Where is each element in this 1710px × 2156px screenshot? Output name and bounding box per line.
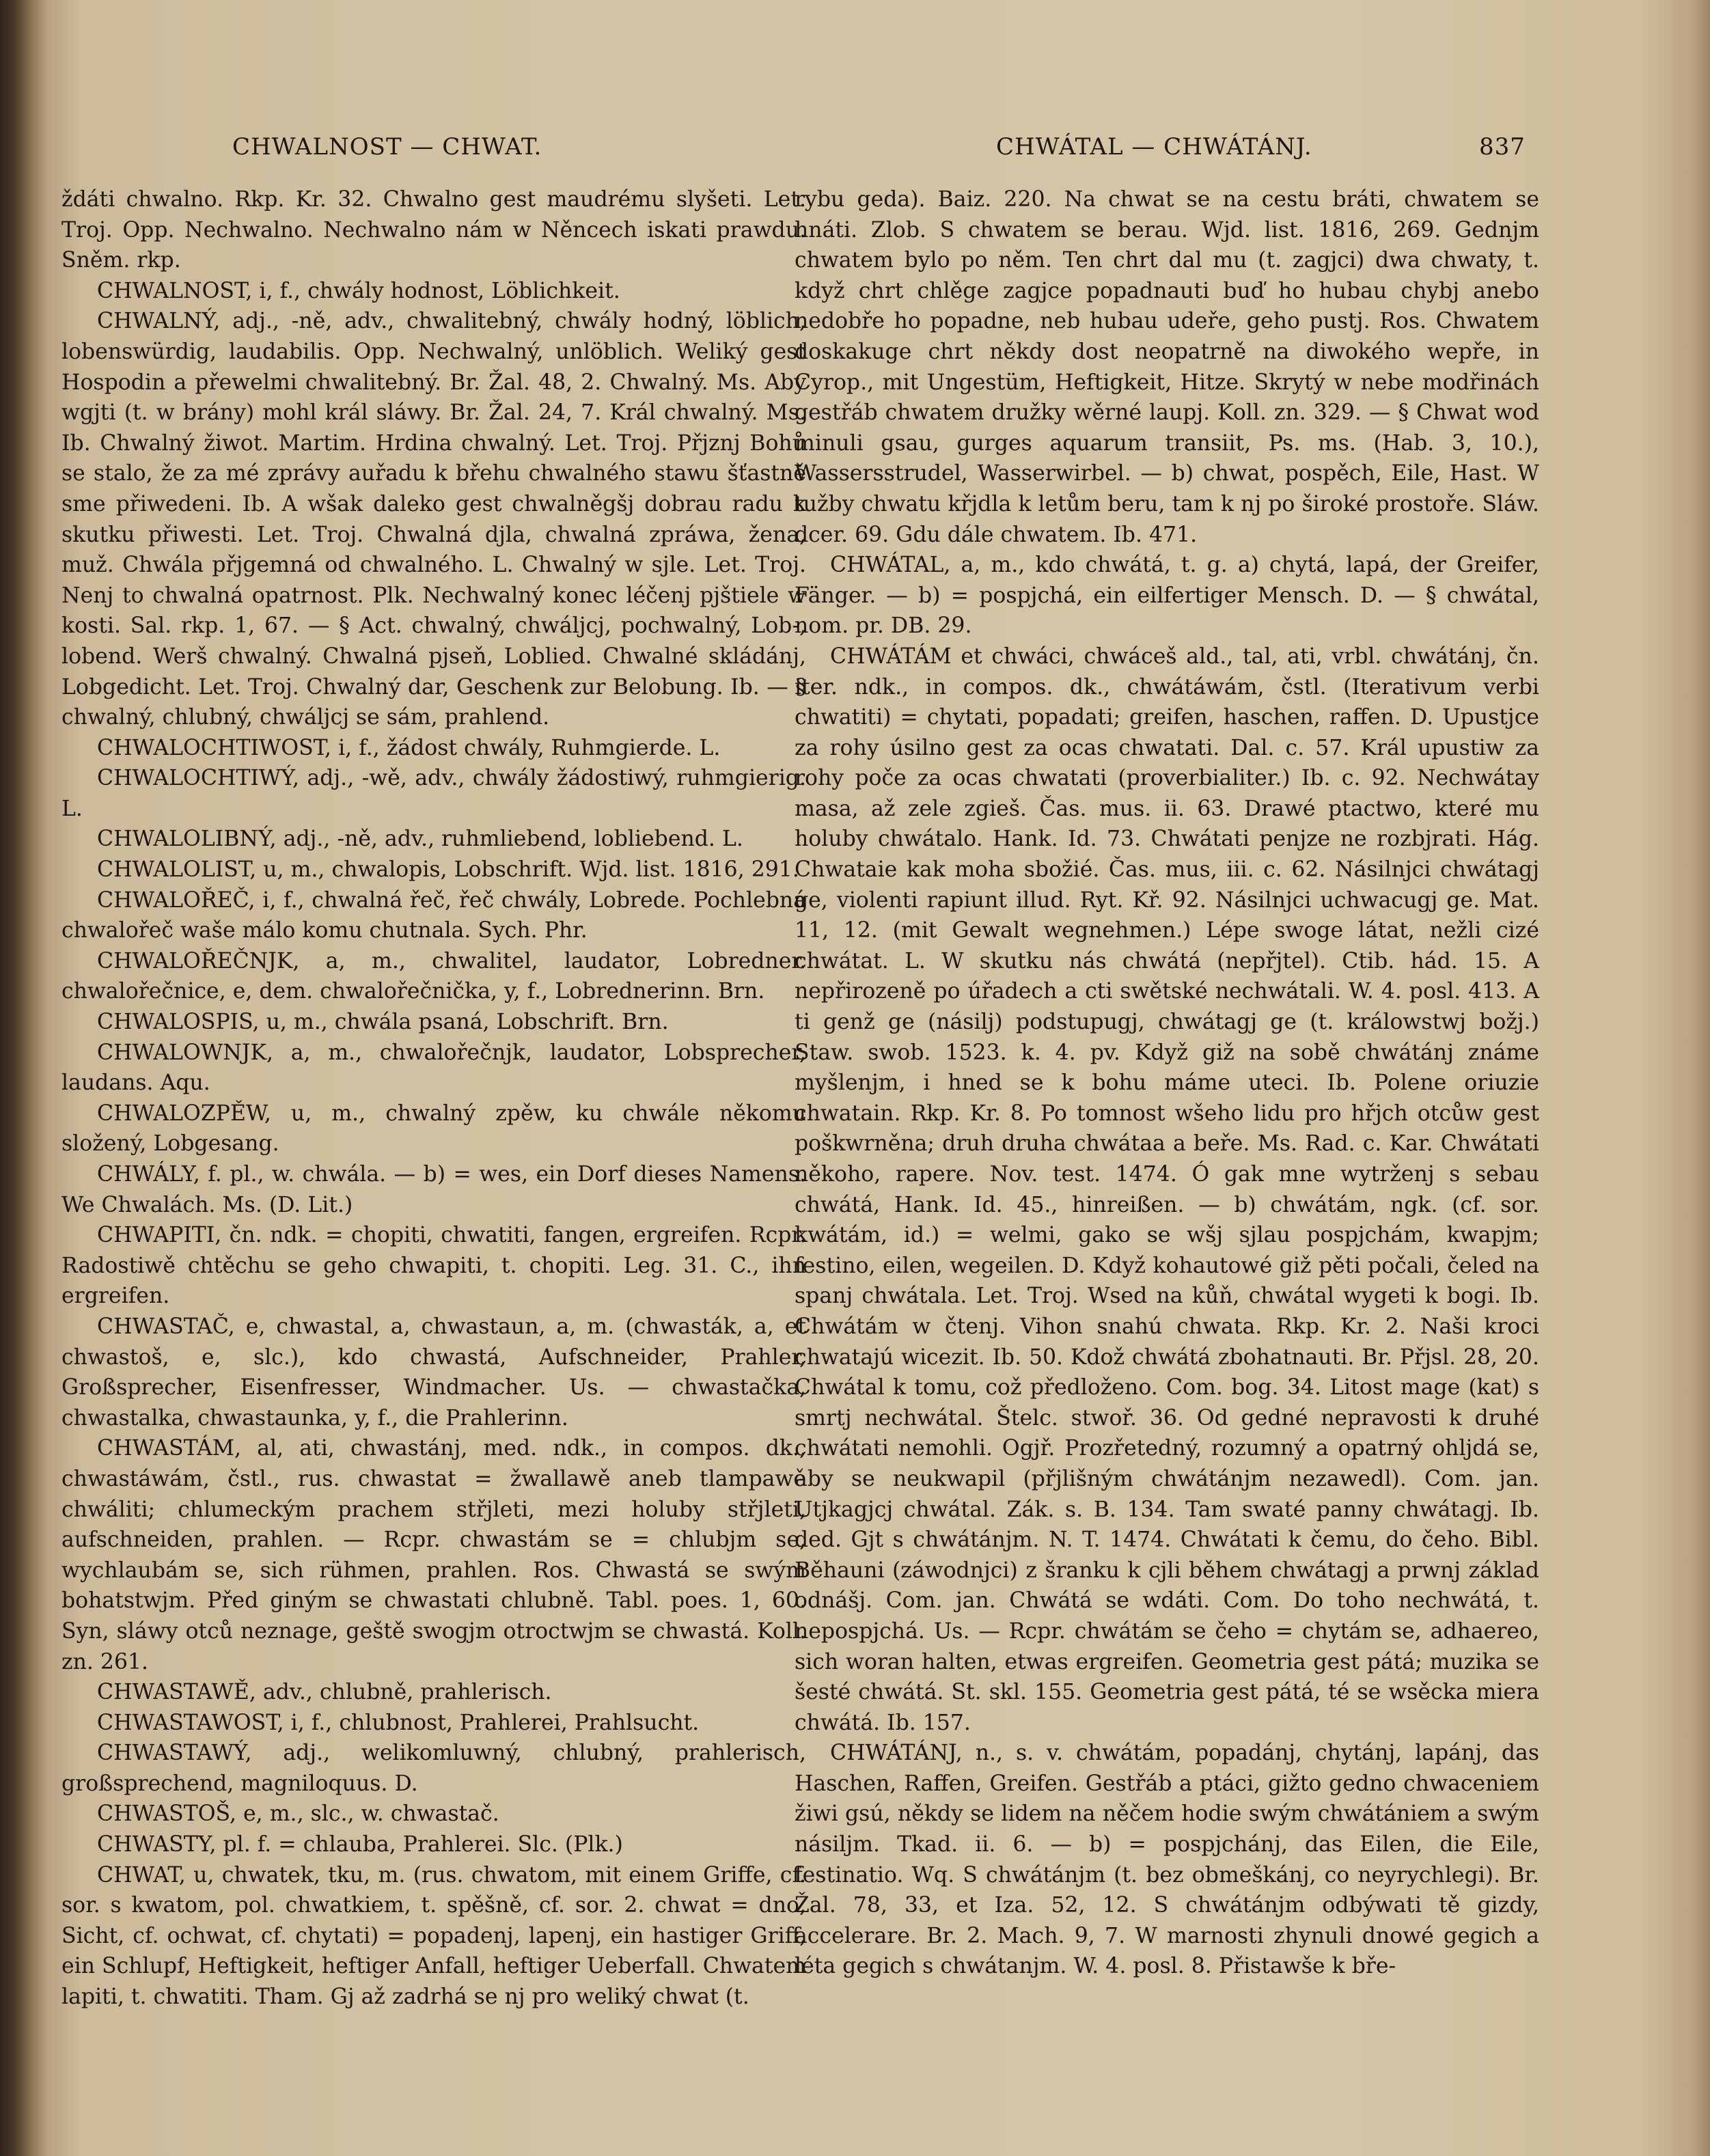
dictionary-entry: CHWALOSPIS, u, m., chwála psaná, Lobschrift. Brn. [97, 1010, 669, 1035]
dictionary-entry: CHWASTAWĚ, adv., chlubně, prahlerisch. [97, 1680, 552, 1705]
dictionary-entry: CHWÁTAL, a, m., kdo chwátá, t. g. a) chytá, lapá, der Greifer, Fänger. — b) = pospjchá, ein eilfertiger Mensch. D. — § chwátal, nom. pr. DB. 29. [795, 553, 1539, 639]
dictionary-entry: CHWASTAWOST, i, f., chlubnost, Prahlerei, Prahlsucht. [97, 1710, 700, 1735]
dictionary-entry: CHWAPITI, čn. ndk. = chopiti, chwatiti, fangen, ergreifen. Rcpr. Radostiwě chtěchu se geho chwapiti, t. chopiti. Leg. 31. C., ihn ergreifen. [61, 1223, 806, 1309]
right-column [795, 184, 1539, 1982]
page-number: 837 [1479, 133, 1526, 161]
dictionary-entry: CHWALOCHTIWÝ, adj., -wě, adv., chwály žádostiwý, ruhmgierig. L. [61, 766, 806, 821]
dictionary-entry: CHWASTAWÝ, adj., welikomluwný, chlubný, prahlerisch, großsprechend, magniloquus. D. [61, 1741, 806, 1796]
dictionary-entry: ždáti chwalno. Rkp. Kr. 32. Chwalno gest maudrému slyšeti. Let. Troj. Opp. Nechwalno. Nechwalno nám w Něncech iskati prawdu. Sněm. rkp. [61, 187, 806, 273]
dictionary-entry: CHWALOLIBNÝ, adj., -ně, adv., ruhmliebend, lobliebend. L. [97, 827, 743, 852]
dictionary-entry: CHWÁTÁM et chwáci, chwáceš ald., tal, ati, vrbl. chwátánj, čn. iter. ndk., in compos. dk., chwátáwám, čstl. (Iterativum verbi chwatiti) = chytati, popadati; greifen, haschen, raffen. D. Upustjce za rohy úsilno gest za ocas chwatati. Dal. c. 57. Král upustiw za rohy poče za ocas chwatati (proverbialiter.) Ib. c. 92. Nechwátay masa, až zele zgieš. Čas. mus. ii. 63. Drawé ptactwo, které mu holuby chwátalo. Hank. Id. 73. Chwátati penjze ne rozbjrati. Hág. Chwataie kak moha sbožié. Čas. mus, iii. c. 62. Násilnjci chwátagj ge, violenti rapiunt illud. Ryt. Kř. 92. Násilnjci uchwacugj ge. Mat. 11, 12. (mit Gewalt wegnehmen.) Lépe swoge látat, nežli cizé chwátat. L. W skutku nás chwátá (nepřjtel). Ctib. hád. 15. A nepřirozeně po úřadech a cti swětské nechwátali. W. 4. posl. 413. A ti genž ge (násilj) podstupugj, chwátagj ge (t. králowstwj božj.) Staw. swob. 1523. k. 4. pv. Když giž na sobě chwátánj známe myšlenjm, i hned se k bohu máme uteci. Ib. Polene oriuzie chwatain. Rkp. Kr. 8. Po tomnost wšeho lidu pro hřjch otcůw gest poškwrněna; druh druha chwátaa a beře. Ms. Rad. c. Kar. Chwátati někoho, rapere. Nov. test. 1474. Ó gak mne wytrženj s sebau chwátá, Hank. Id. 45., hinreißen. — b) chwátám, ngk. (cf. sor. kwátám, id.) = welmi, gako se wšj sjlau pospjchám, kwapjm; festino, eilen, wegeilen. D. Když kohautowé giž pěti počali, čeled na spanj chwátala. Let. Troj. Wsed na kůň, chwátal wygeti k bogi. Ib. Chwátám w čtenj. Vihon snahú chwata. Rkp. Kr. 2. Naši kroci chwatajú wicezit. Ib. 50. Kdož chwátá zbohatnauti. Br. Přjsl. 28, 20. Chwátal k tomu, což předloženo. Com. bog. 34. Litost mage (kat) s smrtj nechwátal. Štelc. stwoř. 36. Od gedné nepravosti k druhé chwátati nemohli. Ogjř. Prozřetedný, rozumný a opatrný ohljdá se, aby se neukwapil (přjlišným chwátánjm nezawedl). Com. jan. Utjkagjcj chwátal. Zák. s. B. 134. Tam swaté panny chwátagj. Ib. ded. Gjt s chwátánjm. N. T. 1474. Chwátati k čemu, do čeho. Bibl. Běhauni (záwodnjci) z šranku k cjli během chwátagj a prwnj základ odnášj. Com. jan. Chwátá se wdáti. Com. Do toho nechwátá, t. nepospjchá. Us. — Rcpr. chwátám se čeho = chytám se, adhaereo, sich woran halten, etwas ergreifen. Geometria gest pátá; muzika se šesté chwátá. St. skl. 155. Geometria gest pátá, té se wsěcka miera chwátá. Ib. 157. [795, 644, 1539, 1735]
dictionary-entry: CHWALOCHTIWOST, i, f., žádost chwály, Ruhmgierde. L. [97, 735, 721, 760]
dictionary-entry: CHWALNÝ, adj., -ně, adv., chwalitebný, chwály hodný, löblich, lobenswürdig, laudabilis. Opp. Nechwalný, unlöblich. Weliký gest Hospodin a přewelmi chwalitebný. Br. Žal. 48, 2. Chwalný. Ms. Aby wgjti (t. w brány) mohl král sláwy. Br. Žal. 24, 7. Král chwalný. Ms. Ib. Chwalný žiwot. Martim. Hrdina chwalný. Let. Troj. Přjznj Bohů se stalo, že za mé zprávy auřadu k břehu chwalného stawu šťastně sme přiwedeni. Ib. A wšak daleko gest chwalněgšj dobrau radu k skutku přiwesti. Let. Troj. Chwalná djla, chwalná zpráwa, žena, muž. Chwála přjgemná od chwalného. L. Chwalný w sjle. Let. Troj. Nenj to chwalná opatrnost. Plk. Nechwalný konec léčenj pjštiele w kosti. Sal. rkp. 1, 67. — § Act. chwalný, chwáljcj, pochwalný, Lob-, lobend. Werš chwalný. Chwalná pjseň, Loblied. Chwalné skládánj, Lobgedicht. Let. Troj. Chwalný dar, Geschenk zur Belobung. Ib. — § chwalný, chlubný, chwáljcj se sám, prahlend. [61, 309, 806, 730]
dictionary-entry: CHWASTAČ, e, chwastal, a, chwastaun, a, m. (chwasták, a, et chwastoš, e, slc.), kdo chwastá, Aufschneider, Prahler, Großsprecher, Eisenfresser, Windmacher. Us. — chwastačka, chwastalka, chwastaunka, y, f., die Prahlerinn. [61, 1314, 806, 1431]
dictionary-entry: CHWASTÁM, al, ati, chwastánj, med. ndk., in compos. dk., chwastáwám, čstl., rus. chwastat = žwallawě aneb tlampawě chwáliti; chlumeckým prachem střjleti, mezi holuby střjleti, aufschneiden, prahlen. — Rcpr. chwastám se = chlubjm se, wychlaubám se, sich rühmen, prahlen. Ros. Chwastá se swým bohatstwjm. Před giným se chwastati chlubně. Tabl. poes. 1, 60. Syn, sláwy otců neznage, geště swogjm otroctwjm se chwastá. Koll. zn. 261. [61, 1436, 806, 1674]
dictionary-entry: CHWALOLIST, u, m., chwalopis, Lobschrift. Wjd. list. 1816, 291. [97, 857, 799, 883]
dictionary-entry: CHWALNOST, i, f., chwály hodnost, Löblichkeit. [97, 278, 620, 303]
dictionary-entry: CHWALOŘEČNJK, a, m., chwalitel, laudator, Lobredner. chwalořečnice, e, dem. chwalořečnička, y, f., Lobrednerinn. Brn. [61, 948, 806, 1004]
dictionary-entry: rybu geda). Baiz. 220. Na chwat se na cestu bráti, chwatem se hnáti. Zlob. S chwatem se berau. Wjd. list. 1816, 269. Gednjm chwatem bylo po něm. Ten chrt dal mu (t. zagjci) dwa chwaty, t. když chrt chlěge zagjce popadnauti buď ho hubau chybj anebo nedobře ho popadne, neb hubau udeře, geho pustj. Ros. Chwatem doskakuge chrt někdy dost neopatrně na diwokého wepře, in Cyrop., mit Ungestüm, Heftigkeit, Hitze. Skrytý w nebe modřinách gestřáb chwatem družky wěrné laupj. Koll. zn. 329. — § Chwat wod minuli gsau, gurges aquarum transiit, Ps. ms. (Hab. 3, 10.), Wassersstrudel, Wasserwirbel. — b) chwat, pospěch, Eile, Hast. W tužby chwatu křjdla k letům beru, tam k nj po široké prostoře. Sláw. dcer. 69. Gdu dále chwatem. Ib. 471. [795, 187, 1539, 547]
dictionary-entry: CHWASTOŠ, e, m., slc., w. chwastač. [97, 1801, 499, 1827]
dictionary-entry: CHWALOZPĚW, u, m., chwalný zpěw, ku chwále někomu složený, Lobgesang. [61, 1101, 806, 1157]
running-head-right: CHWÁTAL — CHWÁTÁNJ. [996, 133, 1312, 161]
dictionary-entry: CHWÁTÁNJ, n., s. v. chwátám, popadánj, chytánj, lapánj, das Haschen, Raffen, Greifen. Gestřáb a ptáci, gižto gedno chwaceniem žiwi gsú, někdy se lidem na něčem hodie swým chwátániem a swým násiljm. Tkad. ii. 6. — b) = pospjchánj, das Eilen, die Eile, festinatio. Wq. S chwátánjm (t. bez obmeškánj, co neyrychlegi). Br. Žal. 78, 33, et Iza. 52, 12. S chwátánjm odbýwati tě gizdy, accelerare. Br. 2. Mach. 9, 7. W marnosti zhynuli dnowé gegich a léta gegich s chwátanjm. W. 4. posl. 8. Přistawše k bře- [795, 1741, 1539, 1979]
left-column [61, 184, 806, 2013]
dictionary-entry: CHWASTY, pl. f. = chlauba, Prahlerei. Slc. (Plk.) [97, 1832, 623, 1857]
dictionary-entry: CHWALOŘEČ, i, f., chwalná řeč, řeč chwály, Lobrede. Pochlebná chwalořeč waše málo komu chutnala. Sych. Phr. [61, 887, 806, 943]
running-head-left: CHWALNOST — CHWAT. [232, 133, 542, 161]
dictionary-entry: CHWAT, u, chwatek, tku, m. (rus. chwatom, mit einem Griffe, cf. sor. s kwatom, pol. chwatkiem, t. spěšně, cf. sor. 2. chwat = dno, Sicht, cf. ochwat, cf. chytati) = popadenj, lapenj, ein hastiger Griff, ein Schlupf, Heftigkeit, heftiger Anfall, heftiger Ueberfall. Chwatem lapiti, t. chwatiti. Tham. Gj až zadrhá se nj pro weliký chwat (t. [61, 1862, 806, 2010]
dictionary-entry: CHWÁLY, f. pl., w. chwála. — b) = wes, ein Dorf dieses Namens. We Chwalách. Ms. (D. Lit.) [61, 1162, 806, 1217]
dictionary-entry: CHWALOWNJK, a, m., chwalořečnjk, laudator, Lobsprecher, laudans. Aqu. [61, 1040, 806, 1096]
